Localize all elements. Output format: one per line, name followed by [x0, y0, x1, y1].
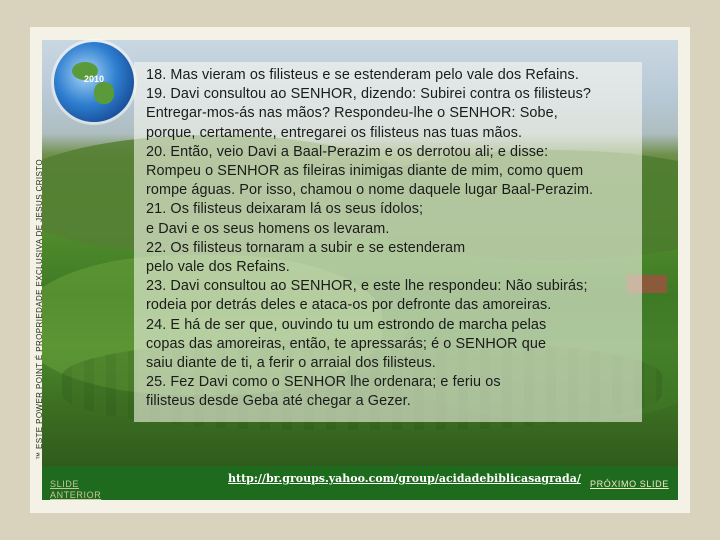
logo-year: 2010 — [83, 74, 105, 84]
verse-line: Rompeu o SENHOR as fileiras inimigas diante de mim, como quem — [146, 163, 584, 180]
verse-line: rodeia por detrás deles e ataca-os por defronte das amoreiras. — [146, 297, 552, 314]
verse-line: 25. Fez Davi como o SENHOR lhe ordenara; e feriu os — [146, 374, 501, 391]
verse-line: filisteus desde Geba até chegar a Gezer. — [146, 393, 411, 410]
verse-line: 21. Os filisteus deixaram lá os seus ídolos; — [146, 201, 424, 218]
verse-line: 19. Davi consultou ao SENHOR, dizendo: Subirei contra os filisteus? — [146, 86, 592, 103]
globe-land — [94, 82, 114, 104]
verse-line: rompe águas. Por isso, chamou o nome daquele lugar Baal-Perazim. — [146, 182, 594, 199]
verse-line: pelo vale dos Refains. — [146, 259, 290, 276]
verse-line: porque, certamente, entregarei os filisteus nas tuas mãos. — [146, 124, 523, 141]
copyright-side-note: ™ ESTE POWER POINT É PROPRIEDADE EXCLUSIVA DE JESUS CRISTO — [35, 158, 44, 460]
verse-line: 22. Os filisteus tornaram a subir e se estenderam — [146, 239, 466, 256]
verse-text — [146, 66, 646, 412]
previous-slide-link[interactable]: SLIDE ANTERIOR — [50, 479, 102, 500]
verse-line: 24. E há de ser que, ouvindo tu um estrondo de marcha pelas — [146, 316, 547, 333]
verse-line: saiu diante de ti, a ferir o arraial dos filisteus. — [146, 355, 436, 372]
verse-line: copas das amoreiras, então, te apressarás; é o SENHOR que — [146, 335, 547, 352]
group-url-link[interactable]: http://br.groups.yahoo.com/group/acidadebiblicasagrada/ — [228, 472, 581, 485]
globe-logo-icon — [54, 42, 134, 122]
verse-line: 23. Davi consultou ao SENHOR, e este lhe respondeu: Não subirás; — [146, 278, 588, 295]
next-slide-link[interactable]: PRÓXIMO SLIDE — [590, 479, 669, 489]
verse-line: 18. Mas vieram os filisteus e se estenderam pelo vale dos Refains. — [146, 67, 579, 83]
verse-line: Entregar-mos-ás nas mãos? Respondeu-lhe o SENHOR: Sobe, — [146, 105, 558, 122]
verse-line: e Davi e os seus homens os levaram. — [146, 220, 390, 237]
verse-line: 20. Então, veio Davi a Baal-Perazim e os derrotou ali; e disse: — [146, 143, 549, 160]
